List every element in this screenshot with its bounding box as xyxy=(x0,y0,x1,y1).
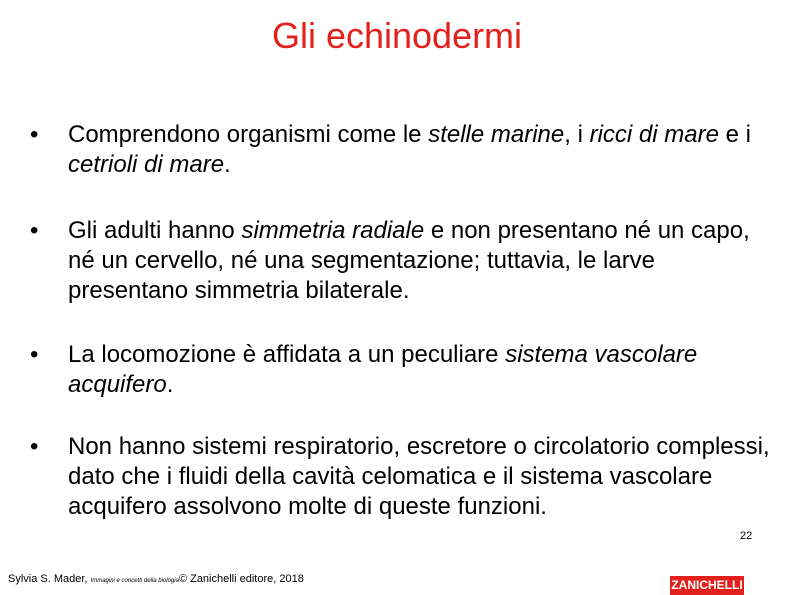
bullet-dot: • xyxy=(30,217,39,244)
italic-term: cetrioli di mare xyxy=(68,151,225,178)
footer-author: Sylvia S. Mader, xyxy=(8,573,91,585)
bullet-item xyxy=(30,120,770,180)
italic-term: stelle marine xyxy=(428,121,565,148)
text-segment: Non hanno sistemi respiratorio, escretore o circolatorio complessi, dato che i fluidi della cavità celomatica e il sistema vascolare acquifero assolvono molte di queste funzioni. xyxy=(68,433,770,520)
italic-term: simmetria radiale xyxy=(241,217,425,244)
publisher-logo: ZANICHELLI xyxy=(670,576,744,595)
bullet-item xyxy=(30,432,770,522)
footer-credit xyxy=(8,572,304,588)
text-segment: , i xyxy=(564,121,590,148)
bullet-item xyxy=(30,340,770,400)
footer-book-title: Immagini e concetti della biologia xyxy=(90,578,179,584)
bullet-text xyxy=(68,340,770,400)
bullet-dot: • xyxy=(30,341,39,368)
page-number: 22 xyxy=(740,530,753,542)
footer-copyright: © Zanichelli editore, 2018 xyxy=(178,573,304,585)
italic-term: ricci di mare xyxy=(589,121,719,148)
text-segment: Gli adulti hanno xyxy=(68,217,242,244)
bullet-text xyxy=(68,216,770,306)
text-segment: La locomozione è affidata a un peculiare xyxy=(68,341,506,368)
text-segment: . xyxy=(224,151,231,178)
text-segment: Comprendono organismi come le xyxy=(68,121,429,148)
bullet-text xyxy=(68,120,770,180)
text-segment: . xyxy=(166,371,174,398)
italic-term: sistema vascolare acquifero xyxy=(68,341,698,398)
slide-title: Gli echinodermi xyxy=(271,15,523,56)
bullet-text xyxy=(68,432,770,522)
bullet-item xyxy=(30,216,770,306)
bullet-dot: • xyxy=(30,433,39,460)
text-segment: e i xyxy=(718,121,751,148)
text-segment: e non presentano né un capo, né un cervello, né una segmentazione; tuttavia, le larve presentano simmetria bilaterale. xyxy=(68,217,750,304)
bullet-dot: • xyxy=(30,121,39,148)
